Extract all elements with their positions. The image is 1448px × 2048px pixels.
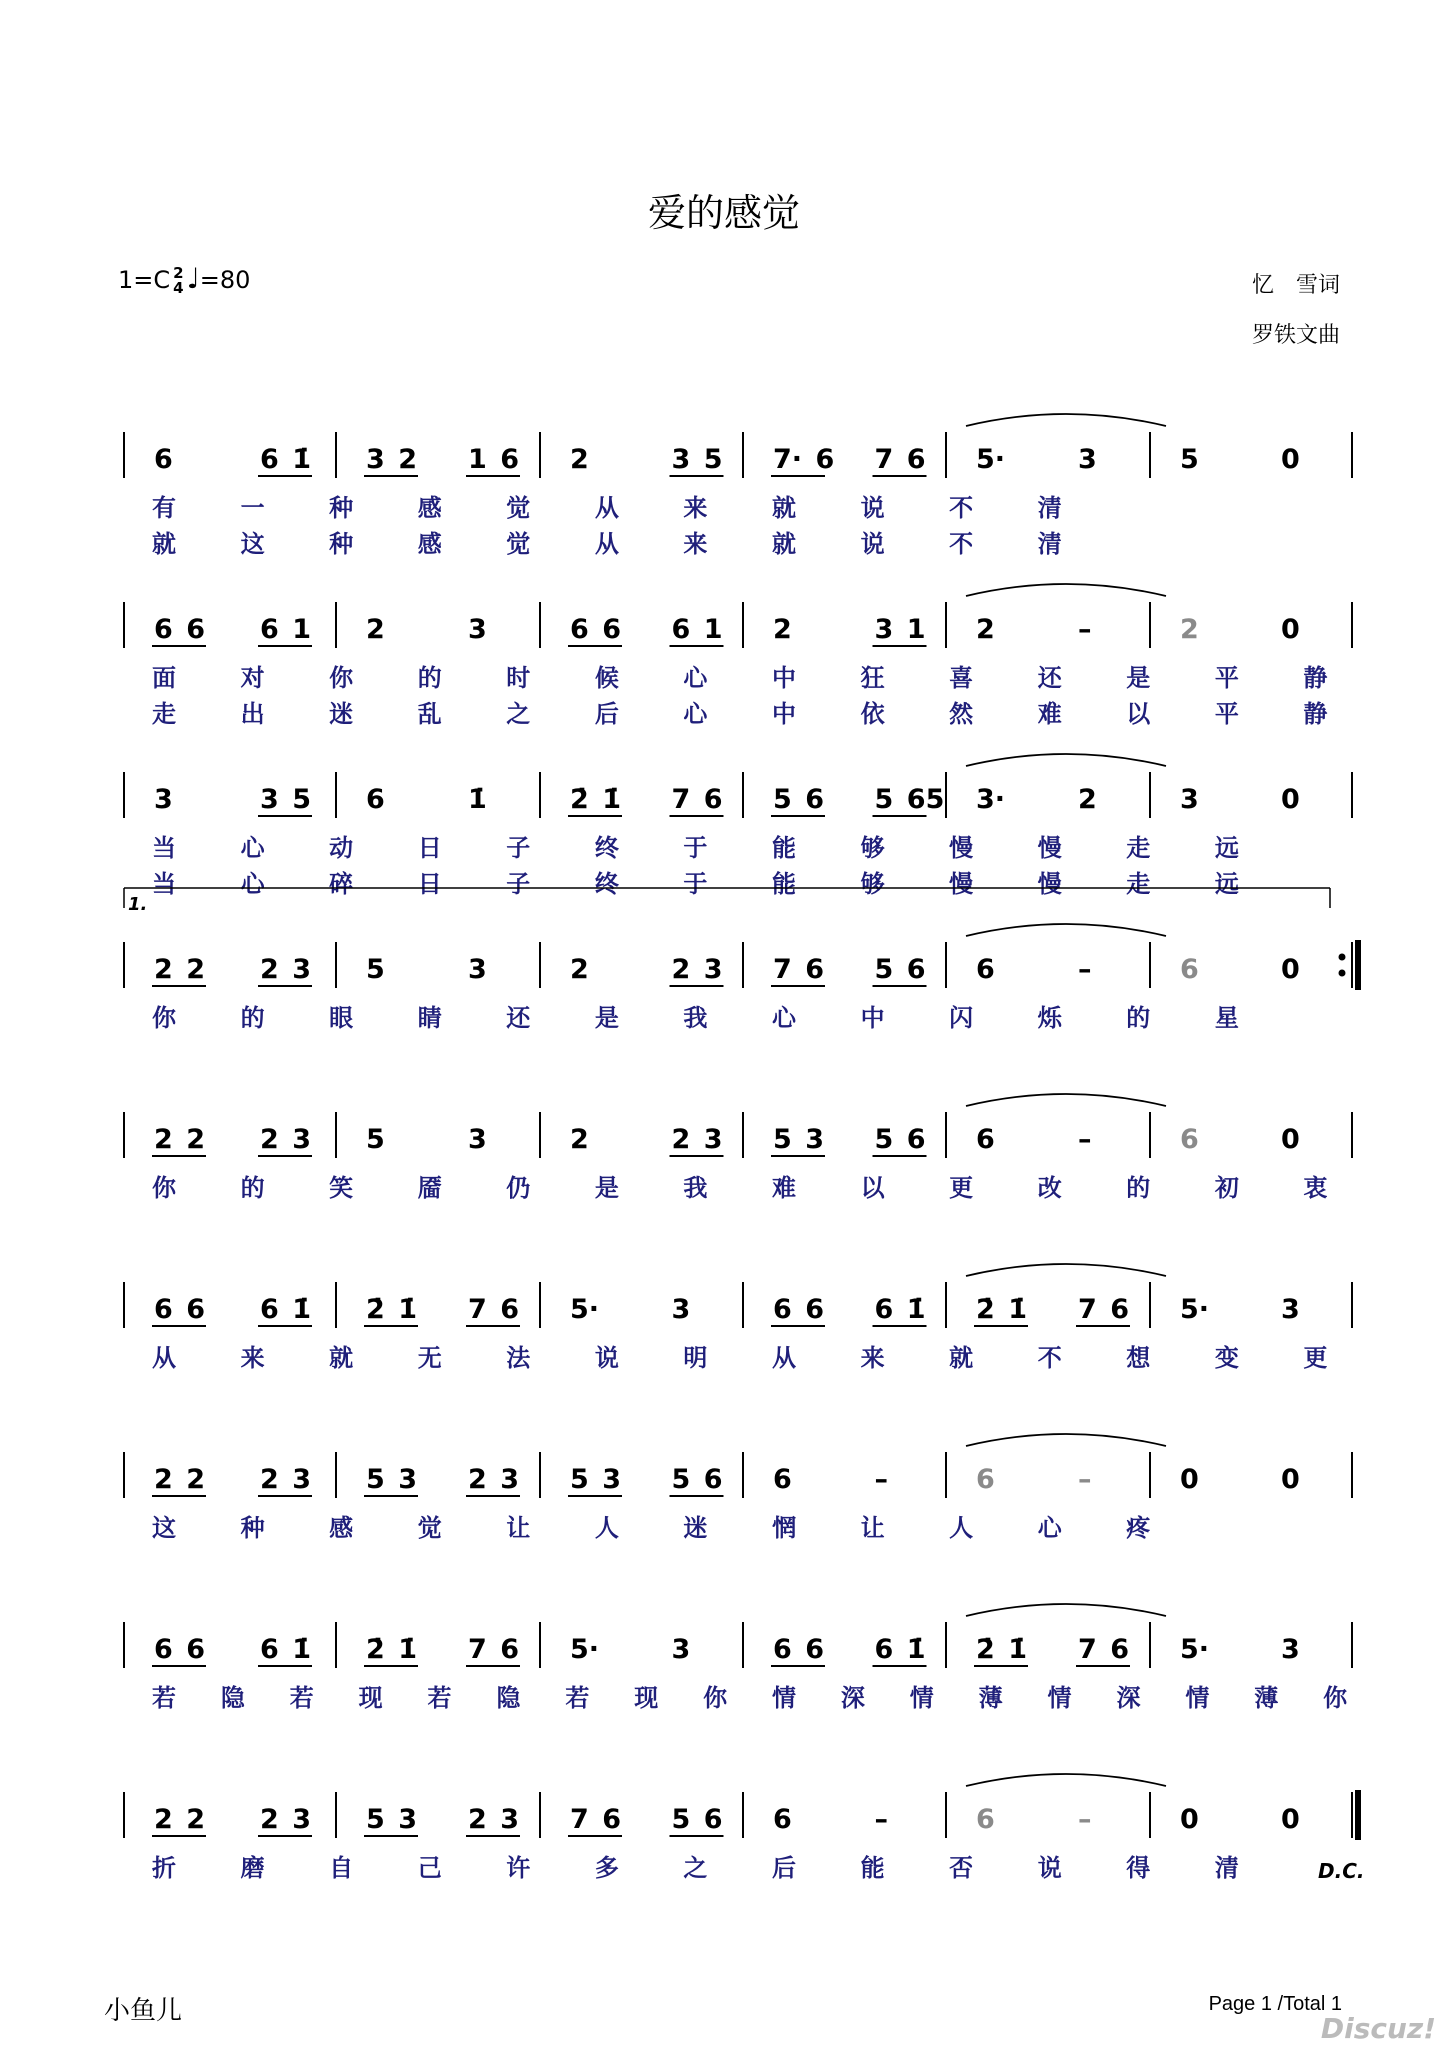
note-group: 6 6 [773,1634,825,1665]
lyric-syllable: 说 [594,1344,619,1372]
lyric-syllable: 说 [860,494,885,522]
lyric-syllable: 乱 [417,700,442,728]
note-group: 6 [366,784,385,815]
note-group: 0 [1281,614,1300,645]
lyric-syllable: 来 [240,1344,265,1372]
lyric-syllable: 对 [240,664,265,692]
lyric-syllable: 候 [594,664,619,692]
lyric-syllable: 心 [683,664,708,692]
lyric-syllable: 当 [152,834,176,862]
lyric-syllable: 慢 [1037,870,1062,898]
lyric-syllable: 若 [565,1684,590,1712]
lyric-syllable: 心 [1037,1514,1062,1542]
lyric-syllable: 人 [949,1514,974,1542]
note-group: – [1078,614,1092,645]
lyric-syllable: 觉 [506,530,531,558]
lyric-syllable: 时 [506,664,531,692]
lyric-syllable: 你 [152,1174,176,1202]
lyric-syllable: 隐 [496,1684,521,1712]
lyric-syllable: 睛 [417,1004,442,1032]
note-group: 2 [366,614,385,645]
note-group: 2 2 [154,1124,206,1155]
lyric-syllable: 感 [329,1514,354,1542]
note-group: 7 6 [468,1294,520,1325]
lyric-syllable: 闪 [949,1004,974,1032]
lyric-syllable: 来 [683,494,708,522]
note-group: 1̇ [468,784,487,815]
note-group: 0 [1281,1804,1300,1835]
note-group: 3 [468,954,487,985]
lyric-syllable: 从 [152,1344,176,1372]
lyric-syllable: 多 [594,1854,619,1882]
lyric-syllable: 无 [417,1344,442,1372]
lyric-syllable: 慢 [949,870,974,898]
note-group: 0 [1281,784,1300,815]
note-group: 2 [570,954,589,985]
note-group: 2 3 [260,1464,312,1495]
dc-label: D.C. [1318,1859,1365,1883]
lyric-syllable: 走 [1126,870,1151,898]
note-group: 3· [976,784,1006,815]
lyric-syllable: 子 [506,834,531,862]
watermark: Discuz! [1320,2012,1436,2045]
lyric-syllable: 这 [152,1514,176,1542]
lyric-syllable: 初 [1214,1174,1239,1202]
lyric-syllable: 惘 [772,1514,796,1542]
lyric-syllable: 不 [949,494,974,522]
note-group: 5 3 [773,1124,825,1155]
lyric-syllable: 来 [683,530,708,558]
note-group: 7 6 [570,1804,622,1835]
note-group: 2̇ 1̇ [976,1634,1028,1665]
slur-arc [966,1604,1166,1616]
lyric-syllable: 以 [860,1174,885,1202]
lyric-syllable: 心 [240,834,265,862]
lyric-syllable: 后 [594,700,619,728]
note-group: 2 3 [671,1124,723,1155]
lyric-syllable: 迷 [683,1514,708,1542]
lyric-syllable: 后 [772,1854,796,1882]
lyric-syllable: 变 [1214,1344,1239,1372]
slur-arc [966,924,1166,936]
note-group: 6 6 [773,1294,825,1325]
note-group: 0 [1180,1804,1199,1835]
lyric-syllable: 若 [289,1684,314,1712]
note-group: 5· [570,1294,600,1325]
note-group: 6 [976,1804,995,1835]
note-group: 2 3 [260,1124,312,1155]
note-group: 5 3 [366,1804,418,1835]
lyric-syllable: 情 [772,1684,796,1712]
note-group: 5 6 [671,1804,723,1835]
lyric-syllable: 一 [240,494,265,522]
lyric-syllable: 然 [949,700,974,728]
lyric-syllable: 人 [594,1514,619,1542]
note-group: 5 3 [366,1464,418,1495]
note-group: 5 65 [874,784,945,815]
lyric-syllable: 不 [949,530,974,558]
volta-label: 1. [128,894,148,915]
note-group: 2 [1180,614,1199,645]
note-group: 6 1̇ [874,1294,926,1325]
lyric-syllable: 心 [772,1004,796,1032]
note-group: 2 [773,614,792,645]
slur-arc [966,1774,1166,1786]
note-group: 5 [366,1124,385,1155]
lyric-syllable: 让 [860,1514,885,1542]
note-group: 0 [1281,1124,1300,1155]
lyric-syllable: 仍 [506,1174,531,1202]
note-group: 6 1 [260,614,312,645]
note-group: – [1078,1464,1092,1495]
lyric-syllable: 你 [703,1684,728,1712]
lyric-syllable: 隐 [220,1684,245,1712]
slur-arc [966,1094,1166,1106]
lyric-syllable: 慢 [949,834,974,862]
lyric-syllable: 迷 [329,700,354,728]
note-group: 6 [154,444,173,475]
lyric-syllable: 感 [417,530,442,558]
note-group: 2 [570,1124,589,1155]
note-group: 5· [1180,1634,1210,1665]
note-group: 2 2 [154,1804,206,1835]
lyric-syllable: 许 [506,1854,531,1882]
lyric-syllable: 于 [683,870,708,898]
lyric-syllable: 够 [860,870,885,898]
note-group: 7 6 [773,954,825,985]
tempo-value: =80 [199,266,251,294]
note-group: 2 3 [468,1804,520,1835]
lyric-syllable: 的 [240,1004,265,1032]
lyric-syllable: 就 [329,1344,354,1372]
author-name: 小鱼儿 [104,1996,183,2026]
note-group: 6 6 [154,614,206,645]
note-group: 6 1̇ [874,1634,926,1665]
lyric-syllable: 走 [1126,834,1151,862]
note-group: 5 [366,954,385,985]
slur-arc [966,754,1166,766]
lyric-syllable: 衷 [1303,1174,1328,1202]
note-group: 7 6 [671,784,723,815]
note-group: 2 3 [260,954,312,985]
note-group: 6 6 [154,1634,206,1665]
note-group: 3 [671,1634,691,1665]
lyric-syllable: 更 [949,1174,974,1202]
lyric-syllable: 从 [772,1344,796,1372]
lyric-syllable: 还 [506,1004,531,1032]
lyric-syllable: 能 [772,834,796,862]
lyric-syllable: 你 [152,1004,176,1032]
lyric-syllable: 清 [1037,530,1062,558]
lyric-syllable: 于 [683,834,708,862]
lyric-syllable: 以 [1126,700,1151,728]
note-group: 5 6 [874,954,926,985]
note-group: 6 6 [570,614,622,645]
lyric-syllable: 来 [860,1344,885,1372]
lyric-syllable: 静 [1303,664,1328,692]
slur-arc [966,1264,1166,1276]
note-group: – [1078,1124,1092,1155]
note-group: 3 [1078,444,1097,475]
lyric-syllable: 日 [417,870,442,898]
lyric-syllable: 之 [506,700,531,728]
note-group: – [874,1464,888,1495]
lyric-syllable: 眼 [329,1004,354,1032]
lyric-syllable: 碎 [329,870,354,898]
note-group: 2̇ 1̇ [366,1294,418,1325]
lyric-syllable: 难 [772,1174,796,1202]
lyric-syllable: 清 [1214,1854,1239,1882]
lyric-syllable: 的 [1126,1174,1151,1202]
slur-arc [966,414,1166,426]
lyric-syllable: 能 [860,1854,885,1882]
lyric-syllable: 靥 [417,1174,442,1202]
key-label: 1=C [118,266,171,294]
time-denominator: 4 [173,279,184,297]
note-group: 2̇ 1̇ [366,1634,418,1665]
note-group: 0 [1180,1464,1199,1495]
lyric-syllable: 依 [860,700,885,728]
lyric-syllable: 说 [860,530,885,558]
note-group: 3 [1180,784,1199,815]
lyric-syllable: 狂 [860,664,885,692]
lyric-syllable: 情 [1185,1684,1210,1712]
lyric-syllable: 有 [152,494,176,522]
note-group: 6 [976,1464,995,1495]
lyric-syllable: 情 [909,1684,934,1712]
repeat-dot [1339,954,1346,961]
slur-arc [966,584,1166,596]
lyric-syllable: 动 [329,834,354,862]
note-group: 0 [1281,1464,1300,1495]
score-title: 爱的感觉 [647,191,800,235]
note-group: 7 6 [874,444,926,475]
lyric-syllable: 就 [949,1344,974,1372]
lyric-syllable: 还 [1037,664,1062,692]
lyric-syllable: 说 [1037,1854,1062,1882]
note-group: 5 [1180,444,1199,475]
lyric-syllable: 法 [506,1344,531,1372]
lyric-syllable: 种 [240,1514,265,1542]
repeat-dot [1339,970,1346,977]
lyric-syllable: 笑 [329,1174,354,1202]
lyric-syllable: 星 [1214,1004,1239,1032]
lyric-syllable: 疼 [1126,1514,1151,1542]
note-group: 3 2 [366,444,418,475]
note-group: – [874,1804,888,1835]
lyric-syllable: 烁 [1037,1004,1062,1032]
lyric-syllable: 能 [772,870,796,898]
note-group: 3 [468,1124,487,1155]
note-group: 5· [1180,1294,1210,1325]
lyric-syllable: 折 [152,1854,176,1882]
lyric-syllable: 出 [240,700,265,728]
note-group: 2 3 [260,1804,312,1835]
note-group: 3 5 [260,784,312,815]
lyric-syllable: 深 [840,1684,865,1712]
note-group: 3 [671,1294,691,1325]
lyric-syllable: 若 [152,1684,176,1712]
lyric-syllable: 就 [772,530,796,558]
lyric-syllable: 难 [1037,700,1062,728]
note-group: 2 [570,444,589,475]
note-group: 6 [773,1804,792,1835]
lyric-syllable: 的 [417,664,442,692]
lyric-syllable: 清 [1037,494,1062,522]
lyric-syllable: 平 [1214,700,1239,728]
note-group: 3 [468,614,487,645]
lyric-syllable: 平 [1214,664,1239,692]
lyric-syllable: 若 [427,1684,452,1712]
lyric-syllable: 的 [240,1174,265,1202]
lyric-syllable: 就 [772,494,796,522]
note-group: 7 6 [468,1634,520,1665]
note-group: 3 5 [671,444,723,475]
lyric-syllable: 走 [152,700,176,728]
lyric-syllable: 种 [329,530,354,558]
lyric-syllable: 觉 [506,494,531,522]
lyric-syllable: 让 [506,1514,531,1542]
lyric-syllable: 心 [240,870,265,898]
lyric-syllable: 远 [1214,870,1239,898]
lyric-syllable: 从 [594,530,619,558]
note-group: 5· [570,1634,600,1665]
lyric-syllable: 静 [1303,700,1328,728]
lyric-syllable: 的 [1126,1004,1151,1032]
note-group: 6 [976,1124,995,1155]
lyric-syllable: 你 [1323,1684,1348,1712]
lyric-syllable: 不 [1037,1344,1062,1372]
lyric-syllable: 薄 [1254,1684,1279,1712]
note-group: 3 [1281,1634,1300,1665]
note-group: 2̇ 1̇ [976,1294,1028,1325]
note-group: – [1078,1804,1092,1835]
note-group: 2 [1078,784,1097,815]
note-group: 2̇ 1̇ [570,784,622,815]
note-group: 6 [976,954,995,985]
lyric-syllable: 改 [1037,1174,1062,1202]
lyric-syllable: 从 [594,494,619,522]
note-group: 0 [1281,954,1300,985]
note-group: 7· 6 [773,444,835,475]
note-group: 2 2 [154,1464,206,1495]
note-group: – [1078,954,1092,985]
note-group: 5 6 [671,1464,723,1495]
lyric-syllable: 我 [683,1004,708,1032]
lyric-syllable: 己 [417,1854,442,1882]
lyric-syllable: 是 [594,1004,619,1032]
lyric-syllable: 现 [634,1684,659,1712]
note-group: 2 2 [154,954,206,985]
lyric-syllable: 得 [1126,1854,1151,1882]
lyric-syllable: 否 [949,1854,974,1882]
lyric-syllable: 觉 [417,1514,442,1542]
note-group: 6 1̇ [260,1294,312,1325]
note-group: 5 6 [773,784,825,815]
lyric-syllable: 是 [594,1174,619,1202]
composer-credit: 罗铁文曲 [1251,323,1340,348]
lyric-syllable: 中 [860,1004,885,1032]
slur-arc [966,1434,1166,1446]
lyric-syllable: 感 [417,494,442,522]
lyric-syllable: 更 [1303,1344,1328,1372]
page-indicator: Page 1 /Total 1 [1208,1993,1342,2015]
note-group: 6 [1180,954,1199,985]
lyric-syllable: 就 [152,530,176,558]
lyric-syllable: 子 [506,870,531,898]
lyric-syllable: 是 [1126,664,1151,692]
lyric-syllable: 我 [683,1174,708,1202]
note-group: 6 1̇ [260,444,312,475]
lyric-syllable: 种 [329,494,354,522]
note-group: 2 3 [671,954,723,985]
lyric-syllable: 你 [329,664,354,692]
lyric-syllable: 心 [683,700,708,728]
time-numerator: 2 [173,264,184,282]
note-group: 0 [1281,444,1300,475]
lyric-syllable: 远 [1214,834,1239,862]
lyric-syllable: 够 [860,834,885,862]
lyric-syllable: 这 [240,530,265,558]
note-group: 3 [154,784,173,815]
note-group: 6 1̇ [260,1634,312,1665]
lyric-syllable: 情 [1047,1684,1072,1712]
lyric-syllable: 现 [358,1684,383,1712]
note-group: 7 6 [1078,1634,1130,1665]
lyric-syllable: 想 [1126,1344,1151,1372]
lyric-syllable: 之 [683,1854,708,1882]
note-group: 6 1 [671,614,723,645]
note-group: 3 [1281,1294,1300,1325]
lyric-syllable: 中 [772,664,796,692]
lyric-syllable: 磨 [240,1854,265,1882]
note-group: 5· [976,444,1006,475]
note-group: 6 [773,1464,792,1495]
note-group: 6 6 [154,1294,206,1325]
lyric-syllable: 明 [683,1344,708,1372]
note-group: 5 6 [874,1124,926,1155]
lyric-syllable: 日 [417,834,442,862]
note-group: 5 3 [570,1464,622,1495]
lyric-syllable: 中 [772,700,796,728]
lyric-syllable: 自 [329,1854,354,1882]
note-group: 7 6 [1078,1294,1130,1325]
note-group: 6 [1180,1124,1199,1155]
note-group: 1 6 [468,444,520,475]
note-group: 2 [976,614,995,645]
lyric-syllable: 深 [1116,1684,1141,1712]
lyric-syllable: 喜 [949,664,974,692]
lyric-syllable: 薄 [978,1684,1003,1712]
lyric-syllable: 终 [594,834,619,862]
note-group: 3 1 [874,614,926,645]
lyric-syllable: 终 [594,870,619,898]
lyric-syllable: 当 [152,870,176,898]
lyric-syllable: 慢 [1037,834,1062,862]
quarter-note-icon: ♩ [186,262,200,295]
note-group: 2 3 [468,1464,520,1495]
lyric-syllable: 面 [152,664,176,692]
lyricist-credit: 忆 雪词 [1251,273,1340,298]
